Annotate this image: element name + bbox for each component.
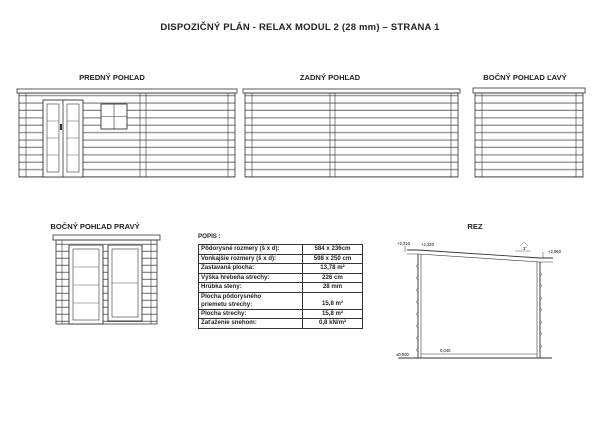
spec-label: Zastavaná plocha: (199, 264, 303, 274)
spec-label: Pôdorysné rozmery (š x d): (199, 245, 303, 255)
spec-row (199, 283, 363, 293)
spec-value: 584 x 236cm (303, 245, 363, 255)
spec-value: 13,78 m² (303, 264, 363, 274)
spec-value: 0,8 kN/m² (303, 319, 363, 329)
spec-label: Výška hrebeňa strechy: (199, 273, 303, 283)
spec-row (199, 254, 363, 264)
spec-label (199, 292, 303, 309)
section-view-drawing (396, 241, 562, 358)
front-view-drawing (17, 89, 237, 177)
specs-caption: POPIS : (198, 233, 221, 240)
spec-row (199, 245, 363, 255)
right-side-view-label: BOČNÝ POHĽAD PRAVÝ (50, 222, 140, 231)
specs-table (198, 244, 363, 329)
dim-right: +2,060 (548, 249, 561, 254)
spec-row (199, 264, 363, 274)
dim-slope: 3° (523, 246, 528, 251)
spec-row (199, 319, 363, 329)
spec-label: Zaťaženie snehom: (199, 319, 303, 329)
spec-value: 28 mm (303, 283, 363, 293)
dim-top-left: +2,310 (397, 241, 410, 246)
side-window-icon (108, 245, 142, 321)
page-title: DISPOZIČNÝ PLÁN - RELAX MODUL 2 (28 mm) – STRANA 1 (160, 22, 440, 33)
section-view-label: REZ (467, 222, 483, 231)
window-icon (101, 104, 127, 129)
spec-label: Plocha strechy: (199, 309, 303, 319)
right-side-view-drawing (53, 235, 160, 324)
spec-label: Vonkajšie rozmery (š x d): (199, 254, 303, 264)
spec-value: 15,8 m² (303, 292, 363, 309)
left-side-view-drawing (473, 88, 585, 177)
dim-top-left-2: +2,220 (421, 242, 434, 247)
spec-label-line1: Plocha pôdorysného (201, 293, 262, 301)
spec-value: 598 x 250 cm (303, 254, 363, 264)
spec-value: 226 cm (303, 273, 363, 283)
side-door-icon (69, 245, 103, 324)
left-side-view-label: BOČNÝ POHĽAD ĽAVÝ (483, 73, 567, 82)
spec-row (199, 292, 363, 309)
front-view-label: PREDNÝ POHĽAD (79, 73, 145, 82)
spec-label-line2: priemetu strechy: (201, 300, 253, 308)
back-view-label: ZADNÝ POHĽAD (299, 73, 361, 82)
spec-label: Hrúbka steny: (199, 283, 303, 293)
dim-floor-inner: 0,040 (440, 348, 451, 353)
spec-row (199, 309, 363, 319)
spec-row (199, 273, 363, 283)
dim-base: ±0,000 (396, 352, 409, 357)
back-view-drawing (243, 89, 460, 177)
spec-value: 15,8 m² (303, 309, 363, 319)
double-door-icon (43, 100, 83, 177)
